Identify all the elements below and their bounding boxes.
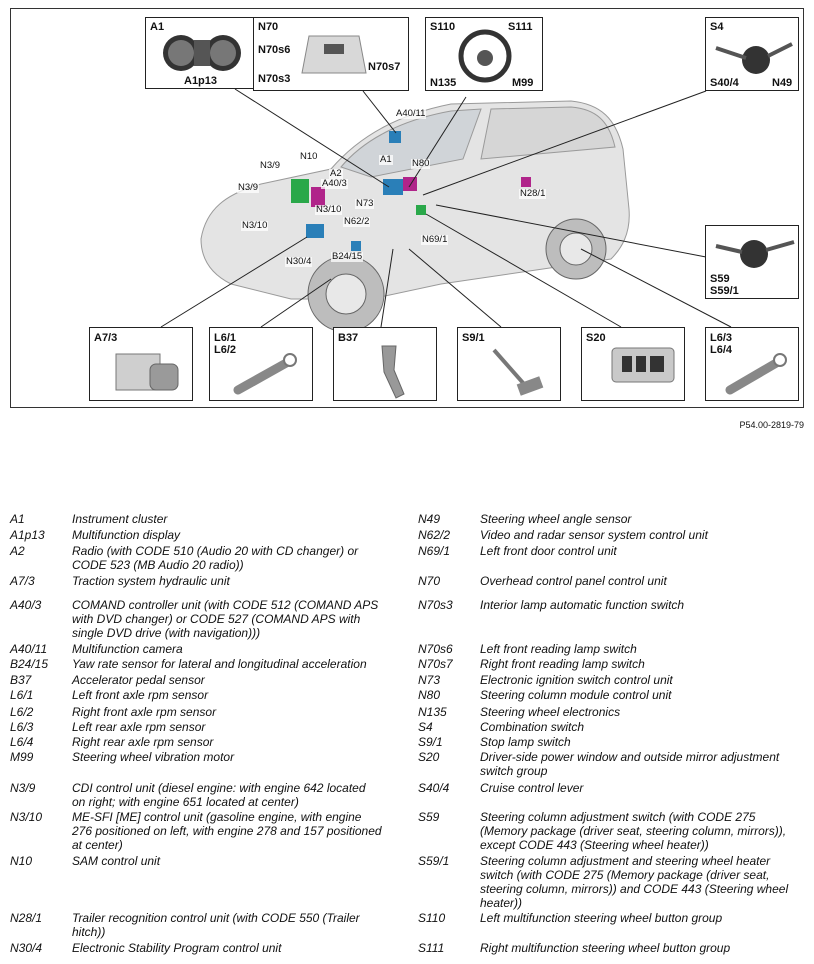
legend-row [418, 810, 790, 852]
callout-a2: A2 [330, 168, 342, 179]
legend-code: N70s3 [418, 598, 453, 612]
legend-code: S9/1 [418, 735, 443, 749]
figure-reference: P54.00-2819-79 [739, 420, 804, 430]
inset-label: S110 [430, 21, 456, 33]
legend-code: N69/1 [418, 544, 451, 558]
legend-row [418, 781, 790, 795]
legend-code: A40/11 [10, 642, 48, 656]
legend-desc: Right multifunction steering wheel button group [480, 941, 731, 955]
legend-desc: Yaw rate sensor for lateral and longitudinal acceleration [72, 657, 367, 671]
legend-row [10, 598, 382, 640]
legend-code: N70 [418, 574, 441, 588]
callout-n3-10: N3/10 [316, 204, 342, 215]
legend-desc: Right front axle rpm sensor [72, 705, 217, 719]
legend-code: L6/3 [10, 720, 34, 734]
legend-desc: Steering column adjustment switch (with CODE 275 (Memory package (driver seat, steering column, mirrors)), except CODE 443 (Steering wheel heater)) [480, 810, 787, 852]
callout-b24-15: B24/15 [332, 251, 363, 262]
legend-code: L6/1 [10, 688, 34, 702]
inset-label: M99 [512, 77, 534, 89]
legend-desc: Electronic Stability Program control unit [72, 941, 282, 955]
legend-row [418, 574, 790, 588]
legend-code: N62/2 [418, 528, 451, 542]
inset-stop-lamp-switch [457, 327, 561, 401]
legend-row [10, 735, 382, 749]
legend-code: A1p13 [10, 528, 45, 542]
legend-desc: Steering wheel electronics [480, 705, 621, 719]
inset-label: S40/4 [710, 77, 739, 89]
inset-hydraulic-unit [89, 327, 193, 401]
legend-code: L6/4 [10, 735, 34, 749]
legend-row [418, 544, 790, 558]
window-switch-icon [582, 328, 685, 401]
inset-steering-column-switch [705, 225, 799, 299]
legend-code: N70s7 [418, 657, 453, 671]
legend-row [10, 810, 382, 852]
legend-row [10, 941, 382, 955]
legend-row [10, 750, 382, 764]
legend-code: L6/2 [10, 705, 34, 719]
inset-accelerator-pedal [333, 327, 437, 401]
legend-code: S111 [418, 941, 445, 955]
inset-label: A7/3 [94, 332, 118, 344]
legend-desc: Steering column adjustment and steering wheel heater switch (with CODE 275 (Memory package (driver seat, steering column, mirrors)) and CODE 443 (Steering wheel heater)) [480, 854, 789, 910]
callout-n30-4: N30/4 [286, 256, 312, 267]
legend-code: N3/10 [10, 810, 43, 824]
legend-row [10, 528, 382, 542]
inset-label: L6/3 [710, 332, 733, 344]
legend-desc: Steering column module control unit [480, 688, 672, 702]
legend-row [418, 735, 790, 749]
inset-label: S111 [508, 21, 533, 33]
legend-desc: Interior lamp automatic function switch [480, 598, 685, 612]
legend-row [10, 574, 382, 588]
brake-pedal-icon [458, 328, 561, 401]
legend-row [418, 705, 790, 719]
inset-window-switch-group [581, 327, 685, 401]
inset-steering-wheel [425, 17, 543, 91]
inset-label: N70s3 [258, 73, 291, 85]
callout-a40-11: A40/11 [396, 108, 426, 119]
callout-n3-9: N3/9 [260, 160, 281, 171]
legend-desc: Multifunction display [72, 528, 181, 542]
legend-row [10, 911, 382, 939]
inset-label: N135 [430, 77, 457, 89]
legend-code: A7/3 [10, 574, 35, 588]
legend-code: A2 [10, 544, 25, 558]
legend-row [10, 688, 382, 702]
callout-n3-10b: N3/10 [242, 220, 268, 231]
legend-desc: Left multifunction steering wheel button group [480, 911, 723, 925]
legend-code: S40/4 [418, 781, 450, 795]
legend-desc: Combination switch [480, 720, 585, 734]
callout-n62-2: N62/2 [344, 216, 370, 227]
legend-desc: Stop lamp switch [480, 735, 571, 749]
legend-desc: Electronic ignition switch control unit [480, 673, 673, 687]
legend-code: S59 [418, 810, 440, 824]
legend-code: B24/15 [10, 657, 49, 671]
legend-row [418, 720, 790, 734]
legend-code: N80 [418, 688, 441, 702]
legend-row [10, 854, 382, 868]
inset-instrument-cluster [145, 17, 257, 89]
callout-n28-1: N28/1 [520, 188, 546, 199]
legend-desc: Left front reading lamp switch [480, 642, 637, 656]
legend-row [418, 673, 790, 687]
inset-overhead-panel [253, 17, 409, 91]
legend-desc: Video and radar sensor system control unit [480, 528, 708, 542]
callout-a40-3: A40/3 [322, 178, 347, 189]
legend-code: S59/1 [418, 854, 450, 868]
legend-desc: Overhead control panel control unit [480, 574, 667, 588]
callout-n3-9b: N3/9 [238, 182, 259, 193]
legend-desc: ME-SFI [ME] control unit (gasoline engine, with engine 276 positioned on left, with engine 278 and 157 positioned at center) [72, 810, 382, 852]
legend-row [418, 528, 790, 542]
legend-desc: Instrument cluster [72, 512, 168, 526]
inset-label: L6/1 [214, 332, 237, 344]
inset-label: A1 [150, 21, 165, 33]
legend-row [10, 705, 382, 719]
legend-desc: Left front axle rpm sensor [72, 688, 209, 702]
inset-front-axle-sensor [209, 327, 313, 401]
legend-desc: Driver-side power window and outside mirror adjustment switch group [480, 750, 780, 778]
inset-label: B37 [338, 332, 359, 344]
legend-desc: Cruise control lever [480, 781, 584, 795]
legend-desc: Multifunction camera [72, 642, 183, 656]
callout-n69-1: N69/1 [422, 234, 448, 245]
legend-code: M99 [10, 750, 34, 764]
legend-code: A40/3 [10, 598, 42, 612]
legend-row [10, 720, 382, 734]
legend-row [418, 911, 790, 925]
legend-row [10, 657, 382, 671]
legend-desc: Traction system hydraulic unit [72, 574, 230, 588]
inset-combination-switch [705, 17, 799, 91]
legend-desc: Left front door control unit [480, 544, 617, 558]
legend-code: S20 [418, 750, 440, 764]
legend-desc: Steering wheel angle sensor [480, 512, 632, 526]
legend-code: N3/9 [10, 781, 36, 795]
legend-desc: Left rear axle rpm sensor [72, 720, 206, 734]
callout-a1: A1 [380, 154, 392, 165]
inset-rear-axle-sensor [705, 327, 799, 401]
legend-row [10, 673, 382, 687]
inset-label: S9/1 [462, 332, 485, 344]
rpm-sensor-icon [706, 328, 799, 401]
component-location-figure [10, 8, 804, 408]
inset-label: S4 [710, 21, 724, 33]
legend-code: N70s6 [418, 642, 453, 656]
inset-label: A1p13 [184, 75, 218, 87]
inset-label: L6/2 [214, 344, 237, 356]
legend-code: S110 [418, 911, 446, 925]
legend-row [418, 750, 790, 778]
legend-desc: SAM control unit [72, 854, 161, 868]
hydraulic-unit-icon [90, 328, 193, 401]
inset-label: S59 [710, 273, 730, 285]
legend-desc: Right rear axle rpm sensor [72, 735, 214, 749]
callout-n73: N73 [356, 198, 374, 209]
legend-row [418, 512, 790, 526]
legend-code: N73 [418, 673, 441, 687]
legend-code: B37 [10, 673, 32, 687]
legend-code: S4 [418, 720, 433, 734]
accelerator-pedal-icon [334, 328, 437, 401]
legend-row [10, 544, 382, 572]
legend-code: N135 [418, 705, 447, 719]
inset-label: N49 [772, 77, 793, 89]
legend-desc: Right front reading lamp switch [480, 657, 645, 671]
legend-desc: CDI control unit (diesel engine: with engine 642 located on right; with engine 651 located at center) [72, 781, 366, 809]
legend-desc: Accelerator pedal sensor [72, 673, 205, 687]
legend-code: N28/1 [10, 911, 43, 925]
legend-row [418, 941, 790, 955]
callout-n10: N10 [300, 151, 318, 162]
legend-code: N30/4 [10, 941, 43, 955]
legend-row [418, 642, 790, 656]
legend-row [418, 657, 790, 671]
legend-desc: Radio (with CODE 510 (Audio 20 with CD changer) or CODE 523 (MB Audio 20 radio)) [72, 544, 359, 572]
legend-code: A1 [10, 512, 25, 526]
legend-desc: Trailer recognition control unit (with CODE 550 (Trailer hitch)) [72, 911, 360, 939]
inset-label: N70s7 [368, 61, 401, 73]
legend-row [10, 781, 382, 809]
inset-label: N70 [258, 21, 279, 33]
inset-label: S20 [586, 332, 606, 344]
legend-desc: Steering wheel vibration motor [72, 750, 235, 764]
legend-row [10, 512, 382, 526]
rpm-sensor-icon [210, 328, 313, 401]
callout-n80: N80 [412, 158, 430, 169]
inset-label: S59/1 [710, 285, 739, 297]
legend-code: N49 [418, 512, 441, 526]
legend-row [418, 688, 790, 702]
inset-label: L6/4 [710, 344, 733, 356]
legend-row [418, 854, 790, 910]
legend-row [10, 642, 382, 656]
legend-desc: COMAND controller unit (with CODE 512 (COMAND APS with DVD changer) or CODE 527 (COMAND APS with single DVD drive (with navigation))) [72, 598, 379, 640]
legend-row [418, 598, 790, 612]
inset-label: N70s6 [258, 44, 291, 56]
legend-code: N10 [10, 854, 33, 868]
